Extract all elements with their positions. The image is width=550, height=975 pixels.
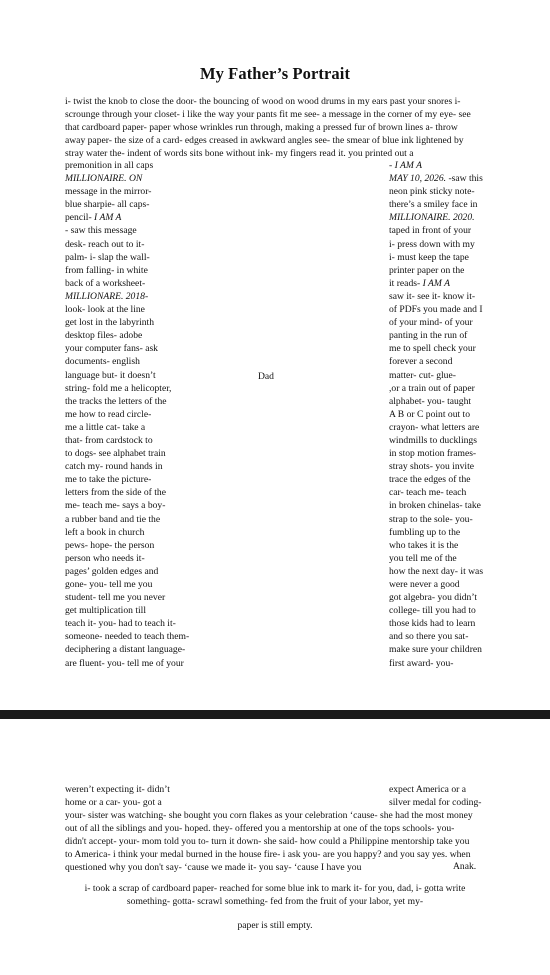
right-column-line: were never a good	[389, 579, 460, 590]
left-column-line: blue sharpie- all caps-	[65, 199, 150, 211]
right-column-line: of your mind- of your	[389, 317, 473, 329]
right-column-line: in broken chinelas- take	[389, 500, 481, 512]
left-column-line: - saw this message	[65, 225, 137, 237]
intro-line: i- twist the knob to close the door- the bouncing of wood on wood drums in my ears past your snores i-	[65, 96, 461, 107]
right-column-line: how the next day- it was	[389, 565, 484, 577]
right-column-line: those kids had to learn	[389, 618, 476, 630]
right-column-line: i- press down with my	[389, 238, 475, 250]
left-column-line: pencil- I AM A	[65, 212, 122, 224]
page2-row1-left: weren’t expecting it- didn’t	[65, 784, 170, 795]
left-column-line: get multiplication till	[65, 605, 147, 617]
page2-line: questioned why you don't say- ‘cause we made it- you say- ‘cause I have you	[65, 862, 362, 873]
left-column-line: pews- hope- the person	[65, 539, 155, 551]
left-column-line: me to take the picture-	[65, 474, 152, 486]
right-column-line: and so there you sat-	[389, 631, 469, 643]
right-column-line: car- teach me- teach	[389, 487, 467, 499]
poem-title: My Father’s Portrait	[199, 64, 351, 83]
intro-line: stray water the- indent of words sits bone without ink- my fingers read it. you printed out a	[65, 148, 414, 159]
right-column-line: crayon- what letters are	[389, 421, 480, 433]
left-column	[65, 159, 189, 670]
left-column-line: get lost in the labyrinth	[65, 317, 154, 329]
left-column-line: desktop files- adobe	[65, 330, 143, 342]
page2-row1-right: expect America or a	[389, 784, 466, 795]
left-column-line: the tracks the letters of the	[65, 395, 167, 407]
right-column	[389, 159, 483, 670]
right-column-line: printer paper on the	[389, 264, 465, 276]
right-column-line: there’s a smiley face in	[389, 199, 478, 211]
right-column-line: of PDFs you made and I	[389, 304, 483, 316]
page2-line: to America- i think your medal burned in the house fire- i ask you- are you happy? and you say yes. when	[65, 849, 471, 860]
left-column-line: person who needs it-	[65, 552, 145, 564]
right-column-line: it reads- I AM A	[389, 277, 450, 289]
left-column-line: someone- needed to teach them-	[65, 631, 190, 643]
left-column-line: pages’ golden edges and	[65, 565, 159, 577]
right-column-line: college- till you had to	[389, 605, 476, 617]
left-column-line: look- look at the line	[65, 304, 145, 316]
left-column-line: student- tell me you never	[65, 592, 166, 604]
right-column-line: - I AM A	[389, 160, 422, 171]
right-column-line: i- must keep the tape	[389, 251, 469, 263]
right-column-line: make sure your children	[389, 644, 482, 656]
center-word: Dad	[258, 371, 274, 382]
closing-line-1: i- took a scrap of cardboard paper- reached for some blue ink to mark it- for you, dad, i- gotta write	[84, 883, 466, 894]
right-column-line: alphabet- you- taught	[389, 395, 472, 407]
right-column-line: ,or a train out of paper	[389, 382, 475, 394]
left-column-line: documents- english	[65, 356, 140, 368]
left-column-line: premonition in all caps	[65, 160, 154, 171]
left-column-line: your computer fans- ask	[65, 343, 158, 355]
left-column-line: gone- you- tell me you	[65, 579, 153, 590]
left-column-line: MILLIONAIRE. ON	[65, 173, 143, 185]
left-column-line: me how to read circle-	[65, 408, 152, 420]
left-column-line: catch my- round hands in	[65, 461, 163, 473]
left-column-line: me a little cat- take a	[65, 421, 146, 433]
intro-line: scrounge through your closet- i like the way your pants fit me see- a message in the corner of my eye- see	[65, 109, 471, 120]
right-column-line: saw it- see it- know it-	[389, 290, 476, 302]
right-column-line: A B or C point out to	[389, 408, 471, 420]
left-column-line: language but- it doesn’t	[65, 369, 156, 381]
left-column-line: a rubber band and tie the	[65, 513, 161, 525]
right-column-line: forever a second	[389, 356, 453, 368]
right-column-line: fumbling up to the	[389, 526, 461, 538]
left-column-line: message in the mirror-	[65, 186, 152, 198]
page2-line: your- sister was watching- she bought you corn flakes as your celebration ‘cause- she had the most money	[65, 810, 473, 821]
right-column-line: got algebra- you didn’t	[389, 592, 478, 604]
right-column-line: stray shots- you invite	[389, 461, 475, 473]
left-column-line: desk- reach out to it-	[65, 238, 145, 250]
intro-line: that cardboard paper- paper whose wrinkles run through, making a pressed fur of brown lines a- throw	[65, 122, 458, 133]
anak-word: Anak.	[453, 861, 477, 872]
right-column-line: matter- cut- glue-	[389, 369, 456, 381]
left-column-line: that- from cardstock to	[65, 434, 153, 446]
page2-line: didn't accept- your- mom told you to- turn it down- she said- how could a Philippine mentorship take you	[65, 836, 470, 847]
left-column-line: are fluent- you- tell me of your	[65, 657, 184, 669]
right-column-line: MAY 10, 2026. -saw this	[389, 173, 483, 185]
intro-paragraph	[65, 95, 485, 160]
left-column-line: palm- i- slap the wall-	[65, 251, 150, 263]
right-column-line: you tell me of the	[389, 552, 457, 564]
right-column-line: windmills to ducklings	[389, 434, 477, 446]
left-column-line: left a book in church	[65, 526, 145, 538]
right-column-line: neon pink sticky note-	[389, 186, 475, 198]
right-column-line: panting in the run of	[389, 330, 468, 342]
page2-row2-right: silver medal for coding-	[389, 797, 482, 808]
left-column-line: me- teach me- says a boy-	[65, 500, 166, 512]
left-column-line: teach it- you- had to teach it-	[65, 618, 176, 630]
final-line: paper is still empty.	[237, 920, 313, 931]
right-column-line: MILLIONAIRE. 2020.	[389, 212, 475, 224]
left-column-line: string- fold me a helicopter,	[65, 382, 172, 394]
right-column-line: me to spell check your	[389, 343, 476, 355]
right-column-line: first award- you-	[389, 657, 454, 669]
page2-row2-left: home or a car- you- got a	[65, 797, 162, 808]
closing-line-2: something- gotta- scrawl something- fed from the fruit of your labor, yet my-	[126, 896, 424, 907]
right-column-line: who takes it is the	[389, 539, 459, 551]
right-column-line: taped in front of your	[389, 225, 472, 237]
right-column-line: trace the edges of the	[389, 474, 471, 486]
left-column-line: to dogs- see alphabet train	[65, 448, 166, 460]
page-divider	[0, 710, 550, 719]
left-column-line: from falling- in white	[65, 264, 148, 276]
right-column-line: strap to the sole- you-	[389, 513, 473, 525]
page2-paragraph	[65, 809, 485, 874]
left-column-line: letters from the side of the	[65, 487, 166, 499]
left-column-line: deciphering a distant language-	[65, 644, 186, 656]
left-column-line: back of a worksheet-	[65, 277, 146, 289]
left-column-line: MILLIONARE. 2018-	[65, 290, 149, 302]
right-column-line: in stop motion frames-	[389, 448, 477, 460]
page2-line: out of all the siblings and you- hoped. they- offered you a mentorship at one of the tops schools- you-	[65, 823, 455, 834]
intro-line: away paper- the size of a card- edges creased in awkward angles see- the smear of blue ink lightened by	[65, 135, 464, 146]
